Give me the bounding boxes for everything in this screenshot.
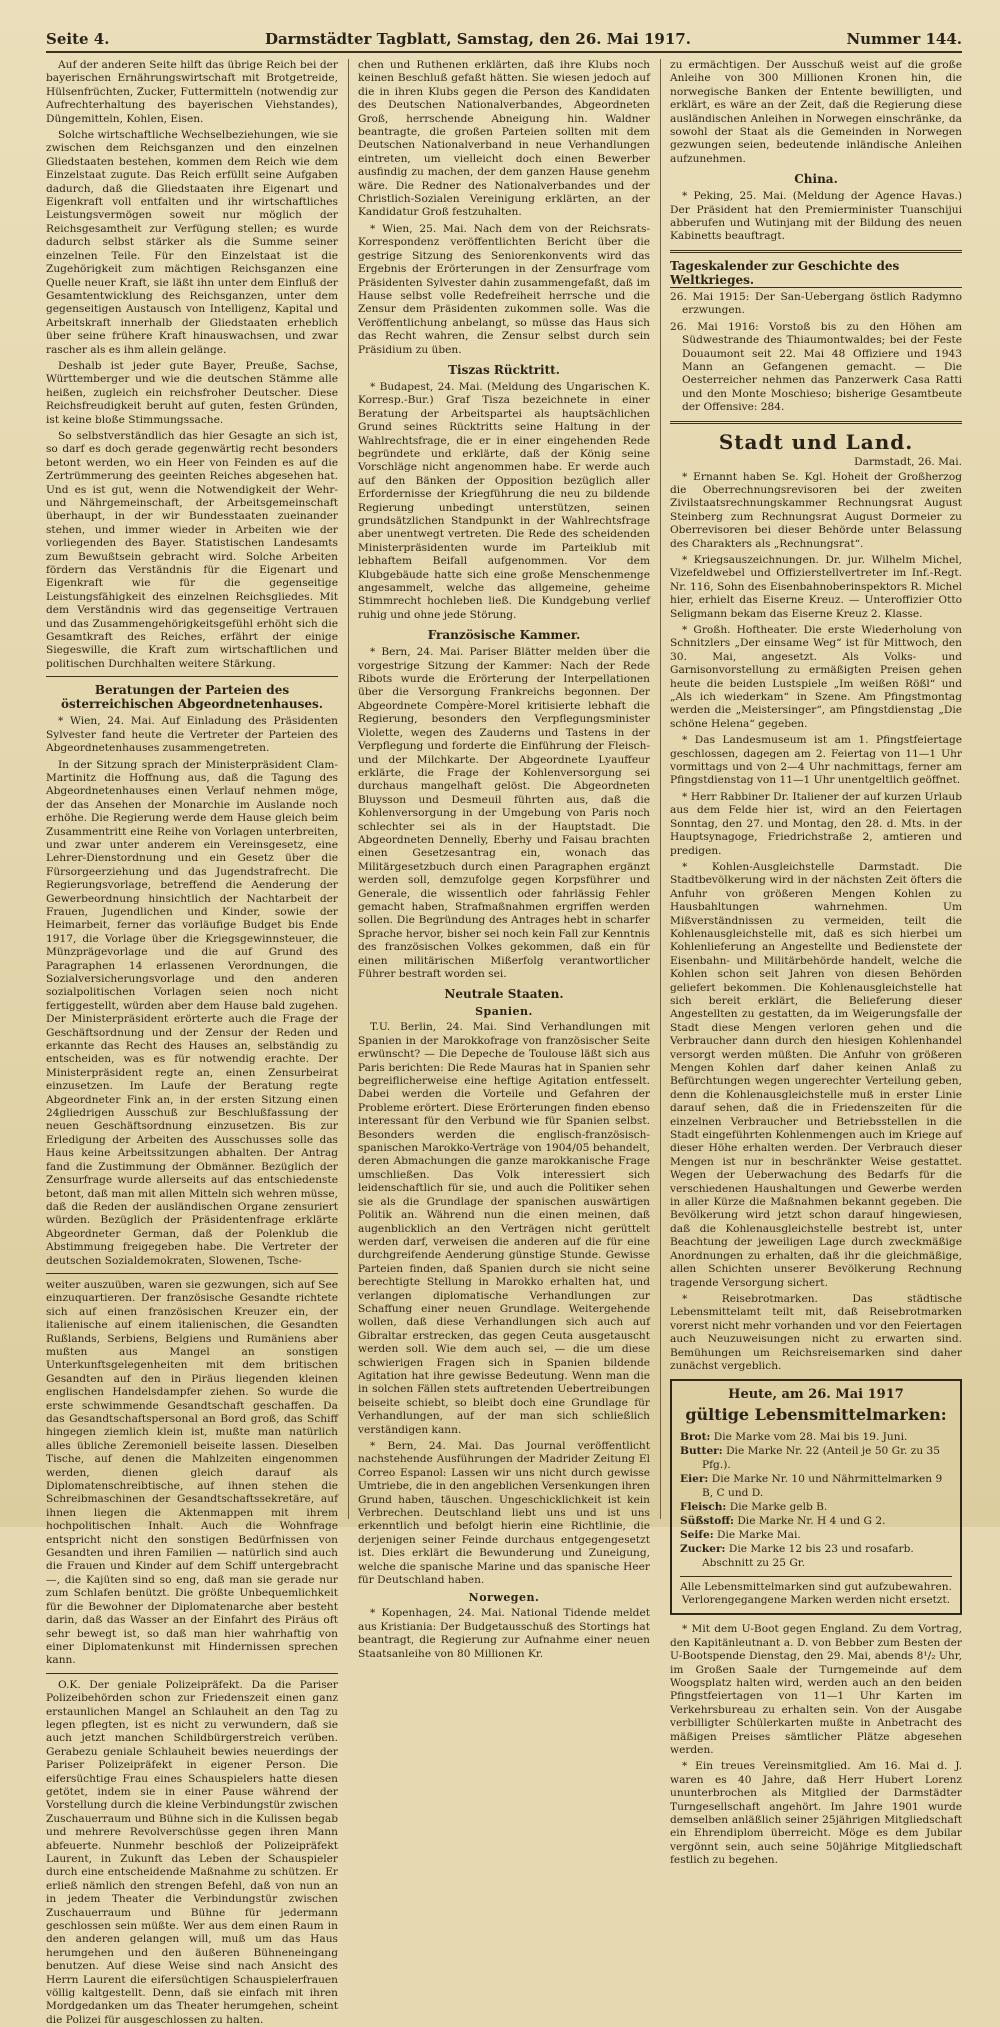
article-paragraph: In der Sitzung sprach der Ministerpräsident Clam-Martinitz die Hoffnung aus, daß die Tagung des Abgeordnetenhauses einen Verlauf nehmen möge, der das Ansehen der Monarchie im Auslande noch erhöhe. Die Regierung werde dem Hause gleich beim Zusammentritt eine Reihe von Vorlagen unterbreiten, und zwar unter anderem ein Vereinsgesetz, eine Lehrer-Dienstordnung und ein Gesetz über die Fürsorgeerziehung und das Jugendstrafrecht. Die Regierungsvorlage, betreffend die Aenderung der Gewerbeordnung hinsichtlich der Nachtarbeit der Frauen, Jugendlichen und Kinder, sowie der Heimarbeit, ferner das vorläufige Budget bis Ende 1917, die Vorlage über die Kriegsgewinnsteuer, die Münzprägevorlage und die auf Grund des Paragraphen 14 erlassenen Verordnungen, die Sozialversicherungsvorlage und den anderen sozialpolitischen Vorlagen seien noch nicht fertiggestellt, würden aber dem Hause bald zugehen. Der Ministerpräsident erörterte auch die Frage der Geschäftsordnung und der Zensur der Reden und erkannte das Recht des Hauses an, selbständig zu entscheiden, was es für notwendig erachte. Der Ministerpräsident regte an, einen Zensurbeirat einzusetzen. Im Laufe der Beratung regte Abgeordneter Fink an, in der ersten Sitzung einen 24gliedrigen Ausschuß zur Beschlußfassung der neuen Geschäftsordnung einzusetzen. Bis zur Erledigung der Arbeiten des Ausschusses solle das Haus keine Arbeitssitzungen abhalten. Der Antrag fand die Zustimmung der Obmänner. Bezüglich der Zensurfrage wurde allerseits auf das entschiedenste betont, daß man mit allen Mitteln sich wehren müsse, daß die Reden der ausländischen Organe zensuriert würden. Bezüglich der Präsidentenfrage erklärte Abgeordneter German, daß der Polenklub die Abstimmung freigegeben habe. Die Vertreter der deutschen Sozialdemokraten, Slowenen, Tsche- bbox=[46, 758, 338, 1267]
column-1 bbox=[46, 59, 338, 2026]
divider bbox=[46, 676, 338, 677]
article-paragraph: * Budapest, 24. Mai. (Meldung des Ungarischen K. Korresp.-Bur.) Graf Tisza bezeichnete in einer Beratung der Arbeitspartei als hauptsächlichen Grund seines Rücktritts seine Haltung in der Wahlrechtsfrage, die er in einer eingehenden Rede begründete und erklärte, daß der König seine Vorschläge nicht angenommen habe. Er werde auch auf den Bänken der Opposition bezüglich aller Erfordernisse der Kriegführung die neu zu bildende Regierung unbedingt unterstützen, seinen grundsätzlichen Standpunkt in der Wahlrechtsfrage aber unentwegt vertreten. Die Rede des scheidenden Ministerpräsidenten wurde im Parteiklub mit lebhaftem Beifall aufgenommen. Vor dem Klubgebäude hatte sich eine große Menschenmenge angesammelt, welche das allgemeine, geheime Stimmrecht hochleben ließ. Die Kundgebung verlief ruhig und ohne jede Störung. bbox=[358, 380, 650, 621]
article-paragraph: * Kohlen-Ausgleichstelle Darmstadt. Die Stadtbevölkerung wird in der nächsten Zeit öfters die Anfuhr von größeren Mengen Kohlen zu Hausbahltungen wahrnehmen. Um Mißverständnissen zu vermeiden, teilt die Kohlenausgleichstelle mit, daß es sich hierbei um Kohlenlieferung an Angestellte und Bedienstete der Eisenbahn- und Militärbehörde handelt, welche die Kohlen schon seit Jahren von diesen Behörden geliefert bekommen. Die Kohlenausgleichstelle hat sich bereit erklärt, die Belieferung dieser Angestellten zu gestatten, da im Weigerungsfalle der Stadt diese Mengen verloren gehen und die Verbraucher dann durch den hiesigen Kohlenhandel versorgt werden müßten. Die Anfuhr von größeren Mengen Kohlen darf daher keinen Anlaß zu Befürchtungen wegen ungerechter Verteilung geben, denn die Kohlenausgleichstelle muß in erster Linie darauf sehen, daß die in Friedenszeiten für die einzelnen Verbraucher und Betriebsstellen in die Stadt eingeführten Kohlenmengen auch im Kriege auf dieser Höhe erhalten werden. Der Verbrauch dieser Mengen ist nur in beschränkter Weise gestattet. Wegen der Ueberwachung des Bedarfs für die verschiedenen Haushaltungen und Gewerbe werden in aller Kürze die Maßnahmen bekannt gegeben. Die Bevölkerung wird jetzt schon darauf hingewiesen, daß die Kohlenausgleichstelle bestrebt ist, unter Beachtung der jeweiligen Lage durch zweckmäßige Anordnungen zu erhalten, daß ihr die gleichmäßige, allen Schichten unserer Bevölkerung Rechnung tragende Versorgung sichert. bbox=[670, 860, 962, 1289]
headline-austrian-parties: Beratungen der Parteien des österreichischen Abgeordnetenhauses. bbox=[61, 683, 323, 712]
article-paragraph: * Ernannt haben Se. Kgl. Hoheit der Großherzog die Oberrechnungsrevisoren bei der zweiten Zivilstaatsrechnungskammer Rechnungsrat August Steinberg zum Rechnungsrat August Dormeier zu Oberrevisoren bei dieser Behörde unter Belassung des Charakters als „Rechnungsrat“. bbox=[670, 470, 962, 550]
article-paragraph: * Mit dem U-Boot gegen England. Zu dem Vortrag, den Kapitänleutnant a. D. von Bebber zum Besten der U-Bootspende Dienstag, den 29. Mai, abends 8¹/₂ Uhr, im Großen Saale der Turngemeinde auf dem Woogsplatz halten wird, werden auch an den beiden Pfingstfeiertagen von 11—1 Uhr Karten im Verkehrsbureau zu erhalten sein. Von der Ausgabe verbilligter Schülerkarten mußte in Anbetracht des mäßigen Preises sämtlicher Plätze abgesehen werden. bbox=[670, 1623, 962, 1756]
ration-label: Butter: bbox=[680, 1445, 723, 1458]
columns bbox=[46, 59, 962, 2026]
article-paragraph: * Bern, 24. Mai. Das Journal veröffentlicht nachstehende Ausführungen der Madrider Zeitung El Correo Espanol: Lassen wir uns nicht durch gewisse Umtriebe, die in den angeblichen Versenkungen ihren Grund haben, täuschen. Ungeschicklichkeit ist kein Verbrechen. Deutschland liebt uns und ist uns erkenntlich und befolgt hierin eine Richtlinie, die derjenigen seiner Feinde durchaus entgegengesetzt ist. Dies erklärt die Bewunderung und Zuneigung, welche die spanische Marine und das spanische Heer für Deutschland haben. bbox=[358, 1440, 650, 1587]
article-paragraph: * Kriegsauszeichnungen. Dr. jur. Wilhelm Michel, Vizefeldwebel und Offizierstellvertreter im Inf.-Regt. Nr. 116, Sohn des Eisenbahnoberinspektors R. Michel hier, erhielt das Eiserne Kreuz. — Unteroffizier Otto Seligmann bekam das Eiserne Kreuz 2. Klasse. bbox=[670, 553, 962, 620]
article-paragraph: chen und Ruthenen erklärten, daß ihre Klubs noch keinen Beschluß gefaßt hätten. Sie wiesen jedoch auf die in ihren Klubs gegen die Person des Kandidaten des Deutschen Nationalverbandes, Abgeordneten Groß, herrschende Abneigung hin. Waldner beantragte, die großen Parteien sollten mit dem Deutschen Nationalverband in neue Verhandlungen eintreten, um vielleicht doch einen Bewerber ausfindig zu machen, der dem ganzen Hause genehm wäre. Die Redner des Nationalverbandes und der Christlich-Sozialen Vereinigung erklärten, an der Kandidatur Groß festzuhalten. bbox=[358, 59, 650, 219]
article-paragraph: * Ein treues Vereinsmitglied. Am 16. Mai d. J. waren es 40 Jahre, daß Herr Hubert Lorenz ununterbrochen als Mitglied der Darmstädter Turngesellschaft angehört. Im Jahre 1901 wurde demselben anläßlich seiner 25jährigen Mitgliedschaft ein Ehrendiplom überreicht. Möge es dem Jubilar vergönnt sein, auch seine 50jährige Mitgliedschaft festlich zu begehen. bbox=[670, 1760, 962, 1867]
article-paragraph: * Reisebrotmarken. Das städtische Lebensmittelamt teilt mit, daß Reisebrotmarken vorerst nicht mehr vorhanden und vor den Feiertagen auch Neuzuweisungen nicht zu erwarten sind. Bemühungen um Reichsreisemarken sind daher zunächst vergeblich. bbox=[670, 1292, 962, 1372]
article-paragraph: Solche wirtschaftliche Wechselbeziehungen, wie sie zwischen dem Reichsganzen und den einzelnen Gliedstaaten bestehen, kommen dem Reich wie dem Einzelstaat zugute. Das Reich erfüllt seine Aufgaben dadurch, daß die Gliedstaaten ihre Eigenart und Eigenkraft voll entfalten und ihr wirtschaftliches Leistungsvermögen soweit nur möglich der Reichsgesamtheit zur Verfügung stellen; es wurde dadurch selbst stärker als die Summe seiner einzelnen Teile. Für den Einzelstaat ist die Zugehörigkeit zum mächtigen Reichsganzen eine Quelle neuer Kraft, sie läßt ihn unter dem Einfluß der Gesamtentwicklung des Reichsganzen, unter dem gegenseitigen Austausch von Intelligenz, Kapital und Arbeitskraft innerhalb der Gliedstaaten erheblich über seine frühere Kraft hinauswachsen, und zwar rascher als es ihm allein gelänge. bbox=[46, 129, 338, 356]
calendar-entry: 26. Mai 1916: Vorstoß bis zu den Höhen am Südwestrande des Thiaumontwaldes; bei der Feste Douaumont seit 22. Mai 48 Offiziere und 1943 Mann an Gefangenen gemacht. — Die Oesterreicher nehmen das Panzerwerk Casa Ratti und den Monte Moschieso; bisherige Gesamtbeute der Offensive: 284. bbox=[670, 320, 962, 414]
article-paragraph: T.U. Berlin, 24. Mai. Sind Verhandlungen mit Spanien in der Marokkofrage von französischer Seite erwünscht? — Die Depeche de Toulouse läßt sich aus Paris berichten: Die Rede Mauras hat in Spanien sehr begreiflicherweise eine heftige Agitation entfesselt. Dabei werden die Vorteile und Gefahren der Probleme erörtert. Diese Erörterungen finden ebenso interessant für den Verbund wie für Spanien selbst. Besonders werden die englisch-französisch-spanischen Marokko-Verträge von 1904/05 behandelt, deren Abmachungen die ganze marokkanische Frage umschließen. Das Volk interessiert sich leidenschaftlich für sie, und auch die Politiker sehen sie als die Grundlage der spanischen auswärtigen Politik an. Während nun die einen meinen, daß augenblicklich an den Verträgen nicht gerüttelt werden darf, verweisen die anderen auf die für eine durchgreifende Aenderung günstige Stunde. Gewisse Parteien finden, daß Spanien durch sie nicht seine berechtigte Stellung in Marokko erhalten hat, und verlangen diplomatische Verhandlungen zur Schaffung einer neuen Grundlage. Weitergehende wollen, daß diese Verhandlungen sich auch auf Gibraltar erstrecken, das gegen Ceuta ausgetauscht werden soll. Wie dem auch sei, — die um diese schwierigen Fragen sich in Spanien bildende Agitation hat ihre gewisse Bedeutung. Wenn man die in solchen Fällen stets auftretenden Uebertreibungen beiseite schiebt, so bleibt doch eine Grundlage für Verhandlungen, auf der man sich schließlich verständigen kann. bbox=[358, 1021, 650, 1436]
divider bbox=[46, 1673, 338, 1674]
article-paragraph: * Wien, 24. Mai. Auf Einladung des Präsidenten Sylvester fand heute die Vertreter der Parteien des Abgeordnetenhauses zusammengetreten. bbox=[46, 715, 338, 755]
article-paragraph: Deshalb ist jeder gute Bayer, Preuße, Sachse, Württemberger und wie die deutschen Stämme alle heißen, zugleich ein reichsfroher Deutscher. Diese Reichsfreudigkeit beruht auf guten, festen Gründen, ist keine bloße Stimmungssache. bbox=[46, 359, 338, 426]
ration-label: Fleisch: bbox=[680, 1501, 727, 1514]
article-paragraph: * Herr Rabbiner Dr. Italiener der auf kurzen Urlaub aus dem Felde hier ist, wird an den Feiertagen Sonntag, den 27. und Montag, den 28. d. Mts. in der Hauptsynagoge, Friedrichstraße 2, amtieren und predigen. bbox=[670, 790, 962, 857]
ration-label: Zucker: bbox=[680, 1543, 726, 1556]
masthead bbox=[46, 30, 962, 53]
box-footer-line: Verlorengegangene Marken werden nicht ersetzt. bbox=[681, 1594, 951, 1607]
headline-tisza-resignation: Tiszas Rücktritt. bbox=[448, 362, 560, 377]
headline-city-and-country: Stadt und Land. bbox=[718, 429, 914, 454]
column-2 bbox=[348, 59, 650, 1660]
article-paragraph: * Peking, 25. Mai. (Meldung der Agence Havas.) Der Präsident hat den Premierminister Tuanschijui abberufen und Wutinjang mit der Bildung des neuen Kabinetts beauftragt. bbox=[670, 190, 962, 243]
ration-value: Die Marke Nr. H 4 und G 2. bbox=[737, 1515, 886, 1528]
divider bbox=[46, 1273, 338, 1274]
divider bbox=[670, 421, 962, 424]
ration-value: Die Marke Nr. 10 und Nährmittelmarken 9 B, C und D. bbox=[702, 1473, 943, 1500]
article-paragraph: O.K. Der geniale Polizeipräfekt. Da die Pariser Polizeibehörden schon zur Friedenszeit einen ganz erstaunlichen Mangel an Schlauheit an den Tag zu legen pflegten, ist es nicht zu verwundern, daß sie auch jetzt manchen Schildbürgerstreich verüben. Gerabezu geniale Schlauheit bewies neuerdings der Pariser Polizeipräfekt in eigener Person. Die eifersüchtige Frau eines Schauspielers hatte diesen getötet, indem sie in einer Pause während der Vorstellung durch die kleine Verbindungstür zwischen Zuschauerraum und Bühne sich in die Kulissen begab und mehrere Revolverschüsse gegen ihren Mann abfeuerte. Nunmehr beschloß der Polizeipräfekt Laurent, in Zukunft das Leben der Schauspieler durch eine entscheidende Maßnahme zu schützen. Er erließ nämlich den strengen Befehl, daß von nun an in jedem Theater die Verbindungstür zwischen Zuschauerraum und Bühne für jedermann geschlossen sein müßte. Wer aus dem einen Raum in den anderen gelangen will, muß um das Haus herumgehen und den äußeren Bühneneingang benutzen. Auf diese Weise sind nach Ansicht des Herrn Laurent die eifersüchtigen Schauspielerfrauen völlig kaltgestellt. Denn, daß sie einfach mit ihren Mordgedanken um das Theater herumgehen, scheint die Polizei für ausgeschlossen zu halten. bbox=[46, 1678, 338, 2026]
headline-china: China. bbox=[794, 172, 838, 187]
ration-line bbox=[680, 1528, 952, 1542]
calendar-entry: 26. Mai 1915: Der San-Uebergang östlich Radymno erzwungen. bbox=[670, 290, 962, 317]
ration-stamps-box bbox=[670, 1379, 962, 1615]
article-paragraph: * Kopenhagen, 24. Mai. National Tidende meldet aus Kristiania: Der Budgetausschuß des Stortings hat beantragt, die Regierung zur Aufnahme einer neuen Staatsanleihe von 80 Millionen Kr. bbox=[358, 1607, 650, 1660]
article-paragraph: weiter auszuüben, waren sie gezwungen, sich auf See einzuquartieren. Der französische Gesandte richtete sich auf einen französischen Kreuzer ein, der italienische auf einem italienischen, die Gesandten Rußlands, Serbiens, Belgiens und Rumäniens aber mußten aus Mangel an sonstigen Unterkunftsgelegenheiten mit dem britischen Gesandten auf den in Piräus liegenden kleinen englischen Handelsdampfer ziehen. So wurde die erste schwimmende Gesandtschaft geschaffen. Da das Gesandtschaftspersonal an Bord groß, das Schiff hingegen ziemlich klein ist, mußte man natürlich alles übliche Zeremoniell beiseite lassen. Dieselben Tische, auf denen die Mahlzeiten eingenommen werden, dienen gleich darauf als Diplomatenschreibtische, auf ihnen stehen die Schreibmaschinen der Gesandtschaftssekretäre, auf ihnen liegen die Aktenmappen mit ihrem hochpolitischen Inhalt. Auch die Wohnfrage entspricht nicht den sonstigen Bedürfnissen von Gesandten und ihren Familien — natürlich sind auch die Frauen und Kinder auf dem Schiff untergebracht —, die Kajüten sind so eng, daß man sie gerade nur zum Schlafen benützt. Die größte Unbequemlichkeit für die Bewohner der Diplomatenarche aber besteht darin, daß das Wasser an der Einfahrt des Piräus oft sehr bewegt ist, so daß man hier wahrhaftig von einer Diplomatenkunst mit Hindernissen sprechen kann. bbox=[46, 1278, 338, 1667]
article-paragraph: * Großh. Hoftheater. Die erste Wiederholung von Schnitzlers „Der einsame Weg“ ist für Mittwoch, den 30. Mai, angesetzt. Als Volks- und Garnisonvorstellung zu ermäßigten Preisen gehen heute die beiden Lustspiele „Im weißen Rößl“ und „Als ich wiederkam“ in Szene. Am Pfingstmontag werden die „Meistersinger“, am Pfingstdienstag „Die schöne Helena“ gegeben. bbox=[670, 624, 962, 730]
headline-french-chamber: Französische Kammer. bbox=[427, 628, 581, 643]
box-footer-line: Alle Lebensmittelmarken sind gut aufzubewahren. bbox=[680, 1581, 952, 1594]
box-title: Heute, am 26. Mai 1917 bbox=[728, 1387, 904, 1403]
ration-value: Die Marke Mai. bbox=[717, 1529, 801, 1542]
ration-line bbox=[680, 1430, 952, 1444]
article-paragraph: So selbstverständlich das hier Gesagte an sich ist, so darf es doch gerade gegenwärtig recht besonders betont werden, wo ein Heer von Feinden es auf die Zertrümmerung des geeinten Reiches abgesehen hat. Und es ist gut, wenn die Notwendigkeit der Wehr- und Nährgemeinschaft, der Arbeitsgemeinschaft überhaupt, in der wir Bundesstaaten zueinander stehen, und immer wieder in Arbeiten wie der vorliegenden des Bayer. Statistischen Landesamts zum Bewußtsein gebracht wird. Solche Arbeiten fördern das Verständnis für die Eigenart und Eigenkraft wie für die gegenseitige Leistungsfähigkeit des einzelnen Reichsgliedes. Mit dem Verständnis wird das gegenseitige Vertrauen und das Zusammengehörigkeitsgefühl erhöht sich die Gesamtkraft des Reiches, erfährt der einige Siegeswille, die Kraft zum wirtschaftlichen und politischen Durchhalten weitere Stärkung. bbox=[46, 429, 338, 670]
headline-war-calendar: Tageskalender zur Geschichte des Weltkrieges. bbox=[670, 259, 962, 288]
ration-label: Süßstoff: bbox=[680, 1515, 734, 1528]
ration-label: Eier: bbox=[680, 1473, 709, 1486]
ration-line bbox=[680, 1444, 952, 1472]
ration-line bbox=[680, 1514, 952, 1528]
dateline: Darmstadt, 26. Mai. bbox=[854, 455, 962, 468]
article-paragraph: * Wien, 25. Mai. Nach dem von der Reichsrats-Korrespondenz veröffentlichten Bericht über die gestrige Sitzung des Seniorenkonvents wird das Ergebnis der Erörterungen in der Zensurfrage vom Präsidenten Sylvester dahin zusammengefaßt, daß im Hause selbst volle Redefreiheit herrsche und die Zensur dem Präsidenten zukommen solle. Was die Veröffentlichung anbelangt, so müsse das Haus sich das Recht wahren, die Zensur selbst durch sein Präsidium zu üben. bbox=[358, 222, 650, 356]
ration-line bbox=[680, 1542, 952, 1570]
ration-label: Seife: bbox=[680, 1529, 714, 1542]
ration-value: Die Marke Nr. 22 (Anteil je 50 Gr. zu 35 Pfg.). bbox=[702, 1445, 941, 1472]
article-paragraph: * Das Landesmuseum ist am 1. Pfingstfeiertage geschlossen, dagegen am 2. Feiertag von 11—1 Uhr vormittags und von 2—4 Uhr nachmittags, ferner am Pfingstdienstag von 11—1 Uhr unentgeltlich geöffnet. bbox=[670, 734, 962, 787]
ration-value: Die Marke gelb B. bbox=[729, 1501, 828, 1514]
ration-value: Die Marke 12 bis 23 und rosafarb. Abschnitt zu 25 Gr. bbox=[702, 1543, 914, 1570]
article-paragraph: zu ermächtigen. Der Ausschuß weist auf die große Anleihe von 300 Millionen Kronen hin, die norwegische Banken der Entente bewilligten, und erklärt, es wäre an der Zeit, daß die Regierung diese ausländischen Anleihen in Norwegen einschränke, da sowohl der Staat als die Gemeinden in Norwegen gezwungen seien, bedeutende inländische Anleihen aufzunehmen. bbox=[670, 59, 962, 165]
newspaper-title-date: Darmstädter Tagblatt, Samstag, den 26. Mai 1917. bbox=[264, 30, 691, 48]
subheadline-spain: Spanien. bbox=[475, 1005, 533, 1019]
article-paragraph: * Bern, 24. Mai. Pariser Blätter melden über die vorgestrige Sitzung der Kammer: Nach der Rede Ribots wurde die Erörterung der Interpellationen über die Versorgung Frankreichs begonnen. Der Abgeordnete Compère-Morel kritisierte lebhaft die Regierung, besonders den Verpflegungsminister Violette, wegen des Zauderns und Tastens in der Verpflegung und forderte die Einführung der Fleisch- und der Milchkarte. Der Abgeordnete Lyauffeur erklärte, die Frage der Kohlenversorgung sei durchaus mangelhaft gelöst. Die Abgeordneten Bluysson und Desmeuil führten aus, daß die Kohlenversorgung in der Umgebung von Paris noch schlechter sei als in der Hauptstadt. Die Abgeordneten Dennelly, Eberhy und Faisau brachten einen Gesetzesantrag ein, wonach das Militärgesetzbuch durch einen Paragraphen ergänzt werden soll, demzufolge gegen Korpsführer und Generale, die wissentlich oder fahrlässig Fehler gemacht haben, Strafmaßnahmen ergriffen werden sollen. Die Begründung des Antrages hebt in scharfer Sprache hervor, bisher sei noch kein Fall zur Kenntnis des französischen Volkes gekommen, daß ein für einen militärischen Mißerfolg verantwortlicher Führer bestraft worden sei. bbox=[358, 646, 650, 980]
divider bbox=[670, 250, 962, 253]
headline-neutral-states: Neutrale Staaten. bbox=[444, 987, 564, 1002]
box-subtitle: gültige Lebensmittelmarken: bbox=[685, 1405, 947, 1425]
subheadline-norway: Norwegen. bbox=[468, 1591, 540, 1605]
column-3 bbox=[660, 59, 962, 1867]
ration-label: Brot: bbox=[680, 1431, 711, 1444]
page-number: Seite 4. bbox=[46, 30, 110, 48]
article-paragraph: Auf der anderen Seite hilft das übrige Reich bei der bayerischen Ernährungswirtschaft mit Brotgetreide, Hülsenfrüchten, Zucker, Futtermitteln (notwendig zur Aufrechterhaltung des bayerischen Viehstandes), Düngemitteln, Kohlen, Eisen. bbox=[46, 59, 338, 125]
ration-line bbox=[680, 1500, 952, 1514]
ration-line bbox=[680, 1472, 952, 1500]
ration-value: Die Marke vom 28. Mai bis 19. Juni. bbox=[713, 1431, 908, 1444]
issue-number: Nummer 144. bbox=[846, 30, 962, 48]
box-footer bbox=[680, 1576, 952, 1607]
